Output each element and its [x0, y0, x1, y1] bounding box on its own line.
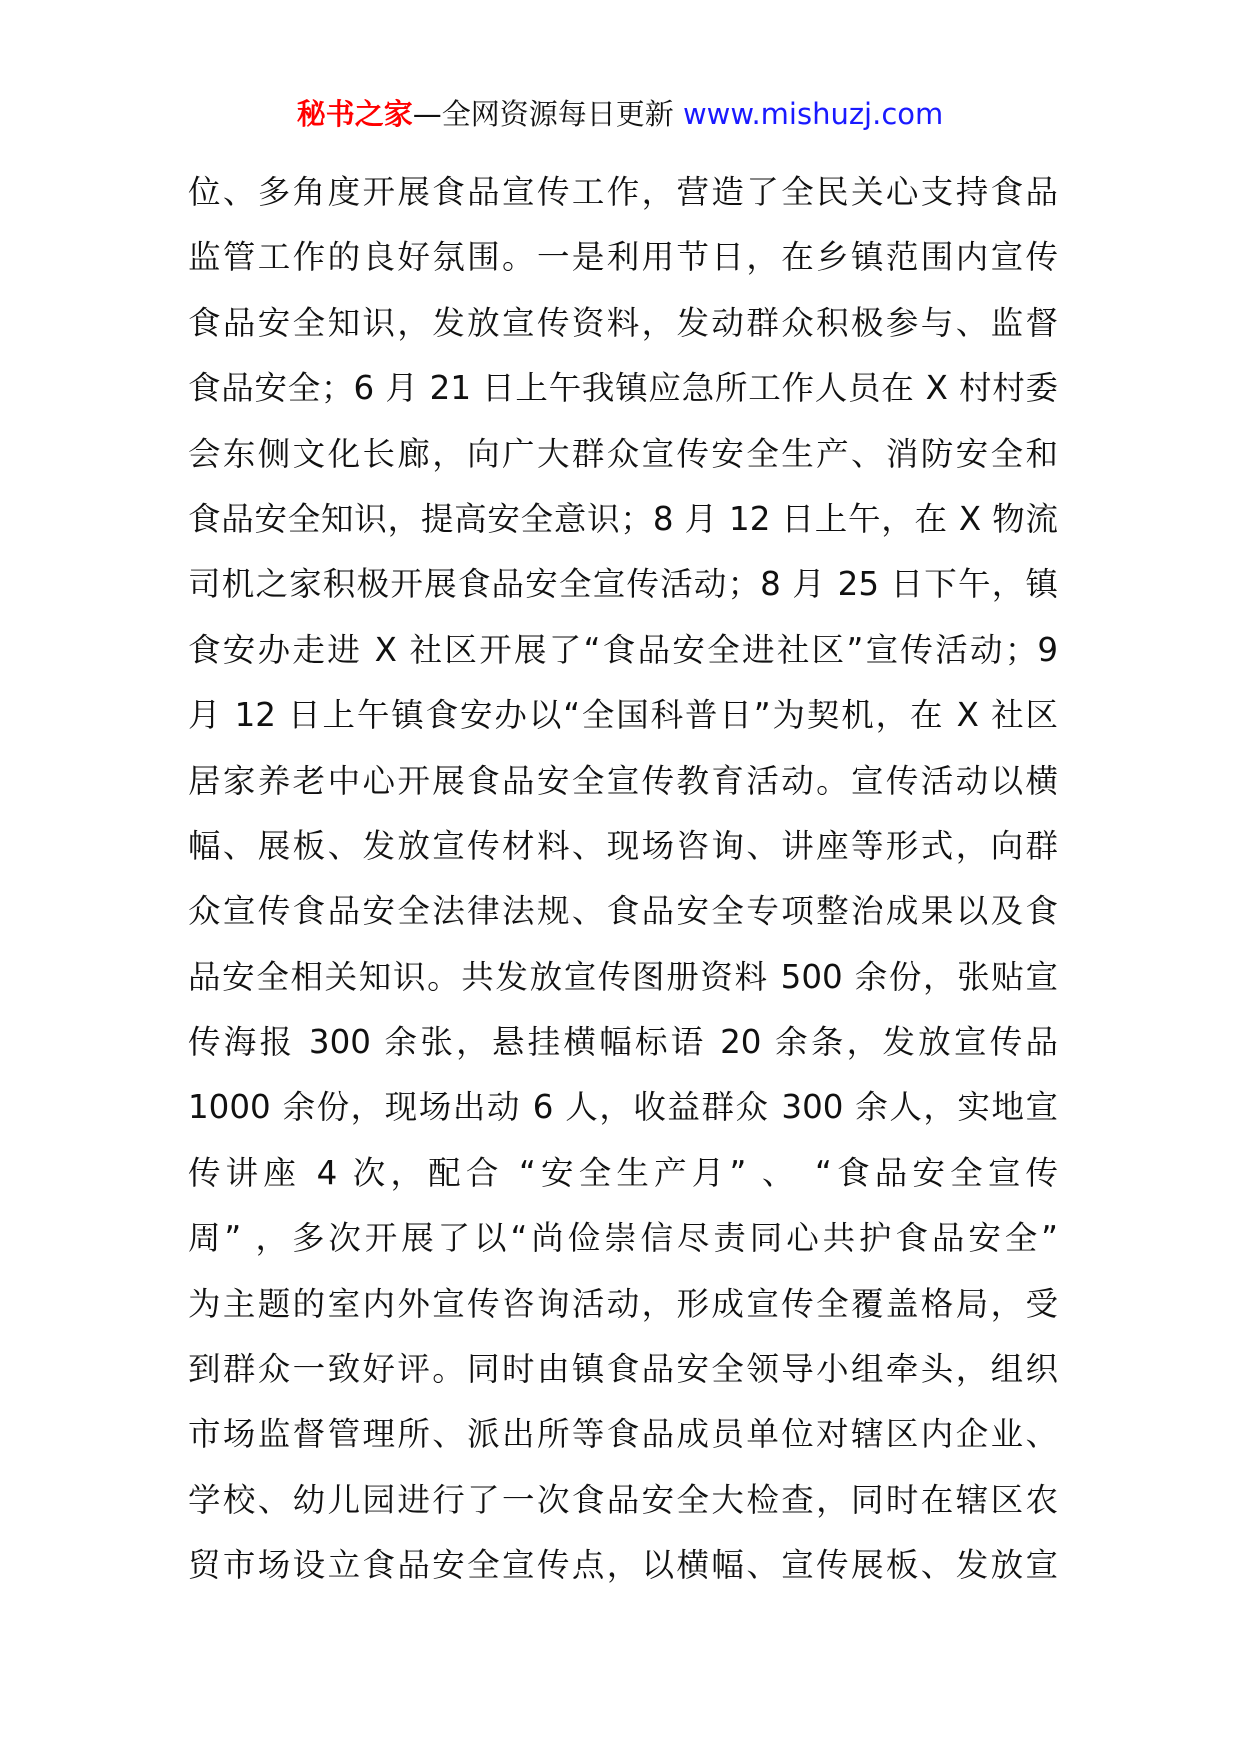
text-line: 幅、展板、发放宣传材料、现场咨询、讲座等形式，向群: [188, 826, 1058, 865]
text-line: 为主题的室内外宣传咨询活动，形成宣传全覆盖格局，受: [188, 1284, 1058, 1323]
document-body: [188, 160, 1058, 1599]
text-line: 传海报 300 余张，悬挂横幅标语 20 余条，发放宣传品: [188, 1023, 1058, 1062]
text-line: 1000 余份，现场出动 6 人，收益群众 300 余人，实地宣: [188, 1088, 1058, 1127]
text-line: 食安办走进 X 社区开展了“食品安全进社区”宣传活动；9: [188, 630, 1058, 669]
text-line: 到群众一致好评。同时由镇食品安全领导小组牵头，组织: [188, 1350, 1058, 1389]
text-line: 众宣传食品安全法律法规、食品安全专项整治成果以及食: [188, 892, 1058, 931]
text-line: 传讲座 4 次，配合 “安全生产月” 、 “食品安全宣传: [188, 1153, 1058, 1192]
text-line: 市场监督管理所、派出所等食品成员单位对辖区内企业、: [188, 1415, 1058, 1454]
text-line: 品安全相关知识。共发放宣传图册资料 500 余份，张贴宣: [188, 957, 1058, 996]
text-line: 食品安全知识，发放宣传资料，发动群众积极参与、监督: [188, 303, 1058, 342]
text-line: 食品安全；6 月 21 日上午我镇应急所工作人员在 X 村村委: [188, 369, 1058, 408]
page-header: [0, 94, 1240, 134]
brand-name: 秘书之家: [296, 97, 413, 131]
website-link[interactable]: www.mishuzj.com: [682, 97, 944, 131]
text-line: 月 12 日上午镇食安办以“全国科普日”为契机，在 X 社区: [188, 696, 1058, 735]
text-line: 周” ，多次开展了以“尚俭崇信尽责同心共护食品安全”: [188, 1219, 1058, 1258]
text-line: 监管工作的良好氛围。一是利用节日，在乡镇范围内宣传: [188, 238, 1058, 277]
text-line: 贸市场设立食品安全宣传点，以横幅、宣传展板、发放宣: [188, 1546, 1058, 1585]
text-line: 会东侧文化长廊，向广大群众宣传安全生产、消防安全和: [188, 434, 1058, 473]
text-line: 居家养老中心开展食品安全宣传教育活动。宣传活动以横: [188, 761, 1058, 800]
text-line: 位、多角度开展食品宣传工作，营造了全民关心支持食品: [188, 173, 1058, 211]
text-line: 司机之家积极开展食品安全宣传活动；8 月 25 日下午，镇: [188, 565, 1058, 604]
text-line: 学校、幼儿园进行了一次食品安全大检查，同时在辖区农: [188, 1480, 1058, 1519]
header-slogan: —全网资源每日更新: [412, 97, 674, 131]
text-line: 食品安全知识，提高安全意识；8 月 12 日上午，在 X 物流: [188, 499, 1058, 538]
